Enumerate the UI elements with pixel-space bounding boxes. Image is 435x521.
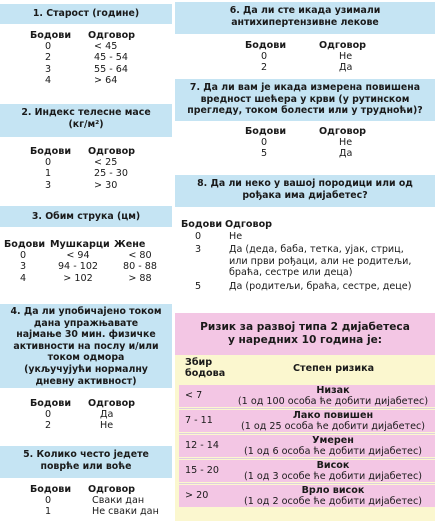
q8-header <box>175 175 435 207</box>
q6-title: 6. Да ли сте икада узимали <box>229 5 381 16</box>
q6-title-line2: антихипертензивне лекове <box>231 16 379 28</box>
risk-score: > 20 <box>185 490 209 501</box>
risk-score: < 7 <box>185 390 203 401</box>
risk-row <box>179 435 435 457</box>
risk-detail: (1 од 100 особа ће добити дијабетес) <box>237 395 429 407</box>
divider <box>179 433 435 434</box>
q1-answer-header: Одговор <box>88 30 136 41</box>
q7-table <box>245 126 366 160</box>
q7-answer-header: Одговор <box>319 126 367 137</box>
q7-title-line: вредност шећера у крви (у рутинском <box>200 93 410 105</box>
q6-points-header: Бодови <box>245 40 287 51</box>
risk-row <box>179 460 435 482</box>
q1-header <box>0 4 172 24</box>
table-row: 0 Да <box>44 409 114 421</box>
divider <box>179 483 435 484</box>
table-row: 5 Да (родитељи, браћа, сестре, деце) <box>194 281 412 293</box>
q4-title-line: дневну активност) <box>35 375 137 387</box>
risk-row <box>179 410 435 432</box>
risk-level-header: Степен ризика <box>293 363 375 374</box>
risk-level: Висок <box>316 460 350 471</box>
q8-answer-header: Одговор <box>225 219 273 230</box>
table-row: 0 Сваки дан <box>44 495 145 507</box>
risk-level: Умерен <box>312 435 354 446</box>
risk-level: Низак <box>316 385 350 396</box>
q4-header <box>0 304 172 388</box>
risk-detail: (1 од 3 особе ће добити дијабетес) <box>244 470 422 482</box>
table-row: 0 Не <box>260 137 353 149</box>
risk-score: 12 - 14 <box>185 440 219 451</box>
q7-title-line: 7. Да ли вам је икада измерена повишена <box>189 82 421 93</box>
q2-answer-header: Одговор <box>88 146 136 157</box>
table-row: 4 > 102 > 88 <box>19 272 152 284</box>
risk-level: Врло висок <box>301 485 365 496</box>
table-row: 4 > 64 <box>44 74 118 86</box>
q4-answer-header: Одговор <box>88 398 136 409</box>
q5-answer-header: Одговор <box>88 484 136 495</box>
divider <box>179 458 435 459</box>
q6-header <box>175 2 435 34</box>
table-row: 0 Не <box>194 231 243 243</box>
q5-table <box>30 484 159 518</box>
q4-title-line: (укључујући нормалну <box>24 363 148 375</box>
q8-title: 8. Да ли неко у вашој породици или од <box>197 178 413 189</box>
q2-header <box>0 104 172 137</box>
q3-title: 3. Обим струка (цм) <box>31 211 141 222</box>
risk-score-header: Збир бодова <box>185 357 226 379</box>
q8-title-line2: рођака има дијабетес? <box>242 189 368 201</box>
q3-men-header: Мушкарци <box>50 239 110 250</box>
table-row: 3 Да (деда, баба, тетка, ујак, стриц, или први рођаци, али не родитељи, браћа, сестре или деца) <box>194 244 412 278</box>
q3-header <box>0 206 172 227</box>
q2-title: 2. Индекс телесне масе <box>21 107 151 118</box>
table-row: 3 94 - 102 80 - 88 <box>19 261 157 273</box>
table-row: 0 < 25 <box>44 157 118 169</box>
q5-title-line2: поврће или воће <box>40 460 132 472</box>
q8-points-header: Бодови <box>181 219 223 230</box>
table-row: 2 Не <box>44 420 114 432</box>
table-row: 0 < 94 < 80 <box>19 250 152 262</box>
table-row: 3 55 - 64 <box>44 63 128 75</box>
right-column <box>175 0 435 521</box>
q8-table <box>181 219 435 292</box>
table-row: 2 45 - 54 <box>44 52 128 64</box>
q6-table <box>245 40 366 74</box>
table-row: 0 < 45 <box>44 41 118 53</box>
table-row: 2 Да <box>260 62 353 74</box>
q4-title-line: 4. Да ли упобичајено током <box>10 306 162 317</box>
q1-table <box>30 30 135 86</box>
risk-panel <box>175 313 435 521</box>
risk-detail: (1 од 2 особе ће добити дијабетес) <box>244 495 422 507</box>
q7-points-header: Бодови <box>245 126 287 137</box>
q7-title-line: прегледу, током болести или у трудноћи)? <box>187 105 423 116</box>
q5-header <box>0 446 172 478</box>
table-row: 1 Не сваки дан <box>44 506 159 518</box>
table-row: 3 > 30 <box>44 179 118 191</box>
q3-table <box>4 239 166 284</box>
risk-row <box>179 485 435 507</box>
divider <box>179 408 435 409</box>
risk-detail: (1 од 6 особа ће добити дијабетес) <box>244 445 422 457</box>
table-row: 1 25 - 30 <box>44 168 128 180</box>
q5-title: 5. Колико често једете <box>23 449 149 460</box>
risk-detail: (1 од 25 особа ће добити дијабетес) <box>240 420 426 432</box>
risk-level: Лако повишен <box>292 410 374 421</box>
risk-row <box>179 385 435 407</box>
q4-title-line: активности на послу и/или <box>13 340 159 352</box>
q1-points-header: Бодови <box>30 30 72 41</box>
q3-points-header: Бодови <box>4 239 46 250</box>
q2-title-unit: (кг/м²) <box>68 118 104 130</box>
q2-points-header: Бодови <box>30 146 72 157</box>
risk-title: Ризик за развој типа 2 дијабетеса у наредних 10 година је: <box>175 313 435 355</box>
risk-score: 15 - 20 <box>185 465 219 476</box>
q3-women-header: Жене <box>114 239 146 250</box>
q1-title: 1. Старост (године) <box>32 8 140 19</box>
q4-title-line: дана упражњавате <box>33 317 139 329</box>
q4-title-line: током одмора <box>47 352 125 364</box>
table-row: 5 Да <box>260 148 353 160</box>
q4-title-line: најмање 30 мин. физичке <box>16 329 156 341</box>
q2-table <box>30 146 135 191</box>
risk-score: 7 - 11 <box>185 415 213 426</box>
q5-points-header: Бодови <box>30 484 72 495</box>
table-row: 0 Не <box>260 51 353 63</box>
q6-answer-header: Одговор <box>319 40 367 51</box>
q4-points-header: Бодови <box>30 398 72 409</box>
q4-table <box>30 398 135 432</box>
q7-header <box>175 79 435 121</box>
